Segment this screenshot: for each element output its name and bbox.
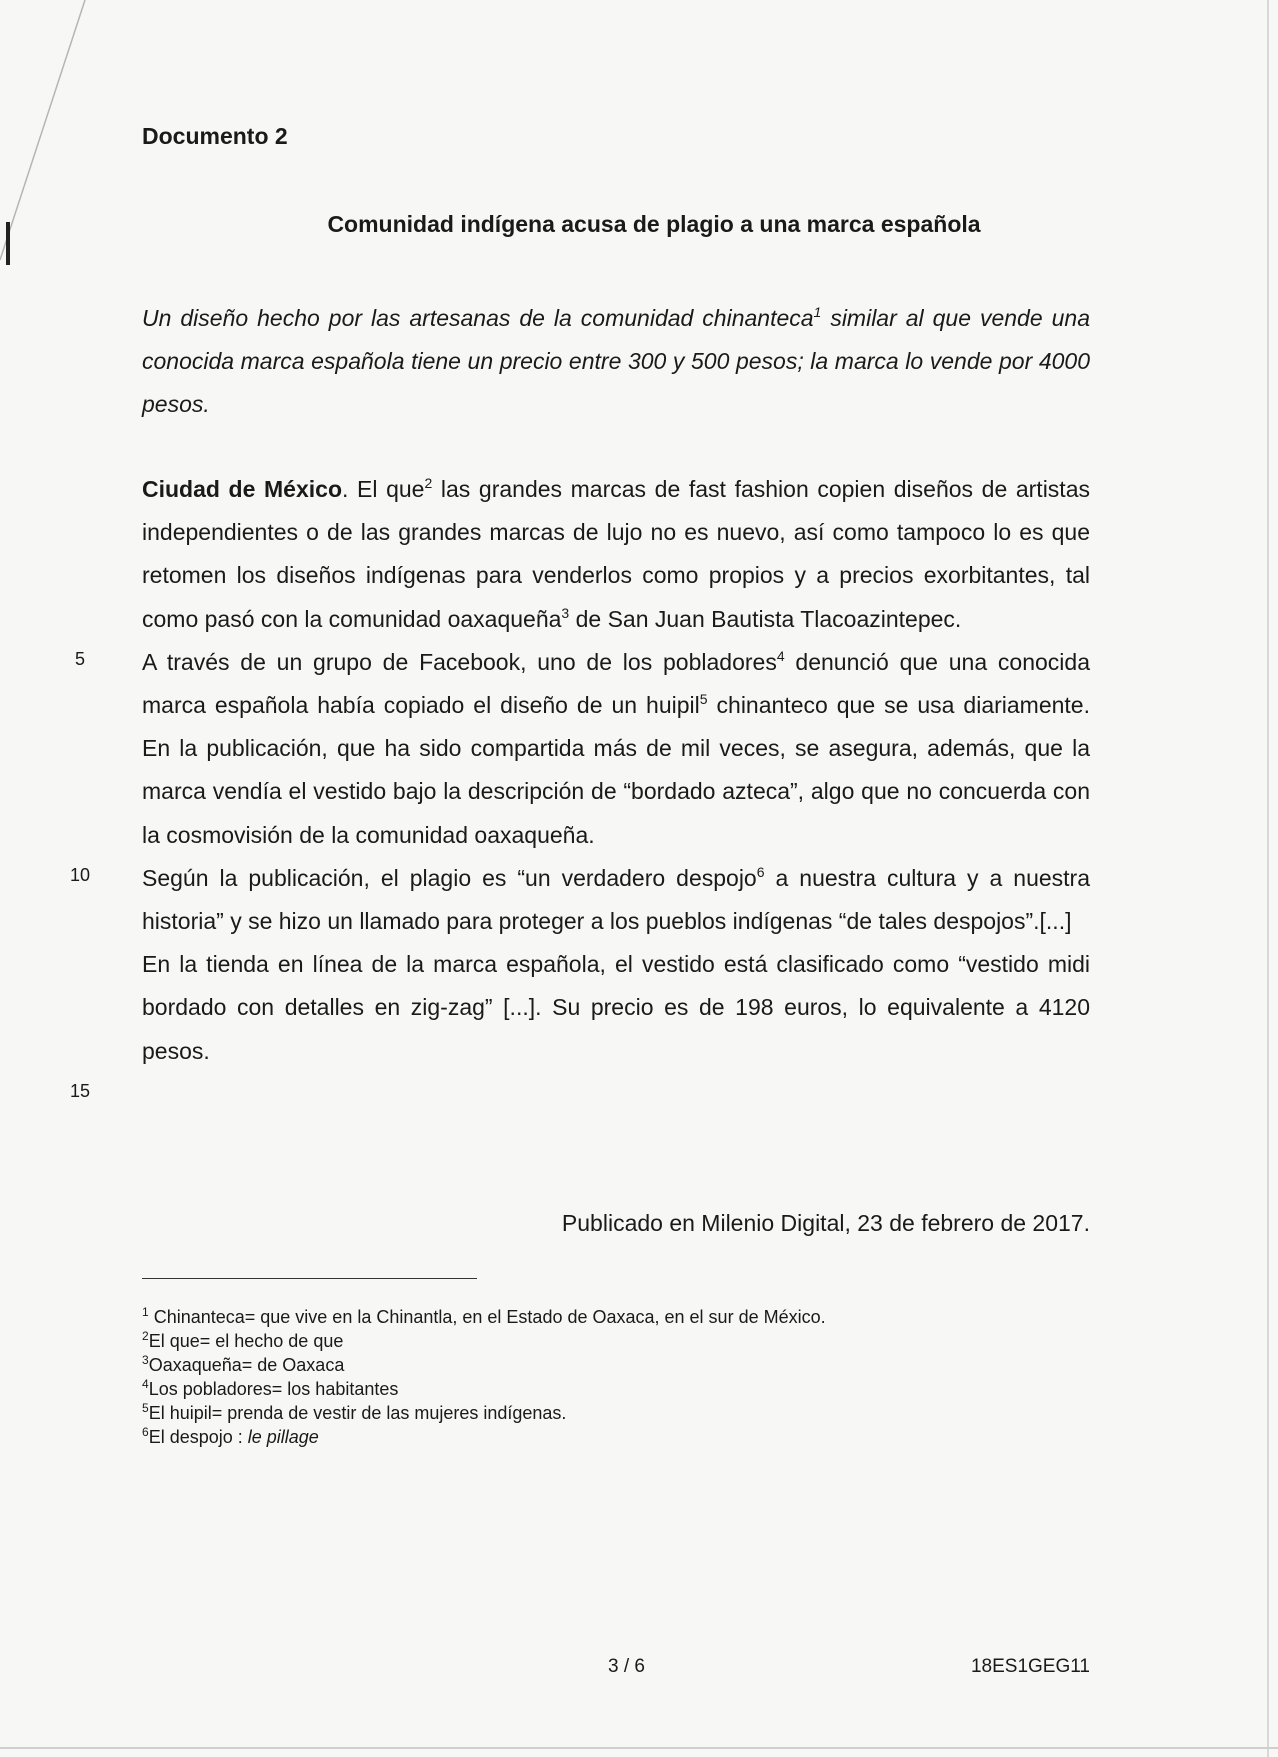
lead-text-1: Un diseño hecho por las artesanas de la comunidad chinanteca [142, 305, 814, 331]
lead-text-2: similar al que vende una conocida marca española tiene un precio entre 300 y 500 pesos; la marca lo vende por 4000 pesos. [142, 305, 1090, 417]
footnote-item: $^5$El huipil= prenda de vestir de las mujeres indígenas. [142, 1401, 567, 1423]
line-number: 10 [69, 865, 91, 885]
footnote-item: $^3$Oaxaqueña= de Oaxaca [142, 1353, 345, 1375]
footnote-ref-6: 6 [756, 863, 765, 880]
document-code: 18ES1GEG11 [970, 1656, 1090, 1677]
footnote-item: $^2$El que= el hecho de que [142, 1329, 344, 1351]
body-paragraph-2: A través de un grupo de Facebook, uno de los pobladores$^4$ denunció que una conocida marca española había copiado el diseño de un huipil$^5$ chinanteco que se usa diariamente. En la publicación, que ha sido compartida más de mil veces, se asegura, además, que la marca vendía el vestido bajo la descripción de “bordado azteca”, algo que no concuerda con la cosmovisión de la comunidad oaxaqueña. [142, 647, 1090, 848]
footnote-ref-3: 3 [561, 604, 570, 621]
footnote-ref-1: 1 [813, 304, 822, 320]
footnote-divider [142, 1278, 477, 1279]
footnote-item: $^6$El despojo : le pillage [142, 1425, 319, 1447]
footnote-ref-4: 4 [776, 647, 785, 664]
line-number: 15 [69, 1081, 91, 1101]
footnote-item: $^4$Los pobladores= los habitantes [142, 1377, 399, 1399]
footnotes-list [142, 1305, 1090, 1449]
page-number: 3 / 6 [608, 1656, 645, 1677]
body-paragraph-1: Ciudad de México. El que$^2$ las grandes marcas de fast fashion copien diseños de artistas independientes o de las grandes marcas de lujo no es nuevo, así como tampoco lo es que retomen los diseños indígenas para venderlos como propios y a precios exorbitantes, tal como pasó con la comunidad oaxaqueña$^3$ de San Juan Bautista Tlacoazintepec. [142, 475, 1090, 632]
body-paragraph-3: Según la publicación, el plagio es “un verdadero despojo$^6$ a nuestra cultura y a nuestra historia” y se hizo un llamado para proteger a los pueblos indígenas “de tales despojos”.[...] [142, 863, 1090, 935]
footnote-ref-5: 5 [699, 691, 708, 708]
article-body [142, 468, 1090, 1073]
footnote-item: $^1$ Chinanteca= que vive en la Chinantla, en el Estado de Oaxaca, en el sur de México. [142, 1305, 826, 1327]
article-lead [142, 297, 1090, 426]
line-number: 5 [74, 649, 85, 669]
article-source: Publicado en Milenio Digital, 23 de febrero de 2017. [561, 1210, 1090, 1236]
article-title: Comunidad indígena acusa de plagio a una marca española [327, 211, 981, 237]
footnote-ref-2: 2 [424, 475, 433, 491]
dateline: Ciudad de México [142, 476, 342, 502]
body-paragraph-4: En la tienda en línea de la marca española, el vestido está clasificado como “vestido midi bordado con detalles en zig-zag” [...]. Su precio es de 198 euros, lo equivalente a 4120 pesos. [142, 951, 1090, 1064]
document-label: Documento 2 [142, 123, 288, 149]
